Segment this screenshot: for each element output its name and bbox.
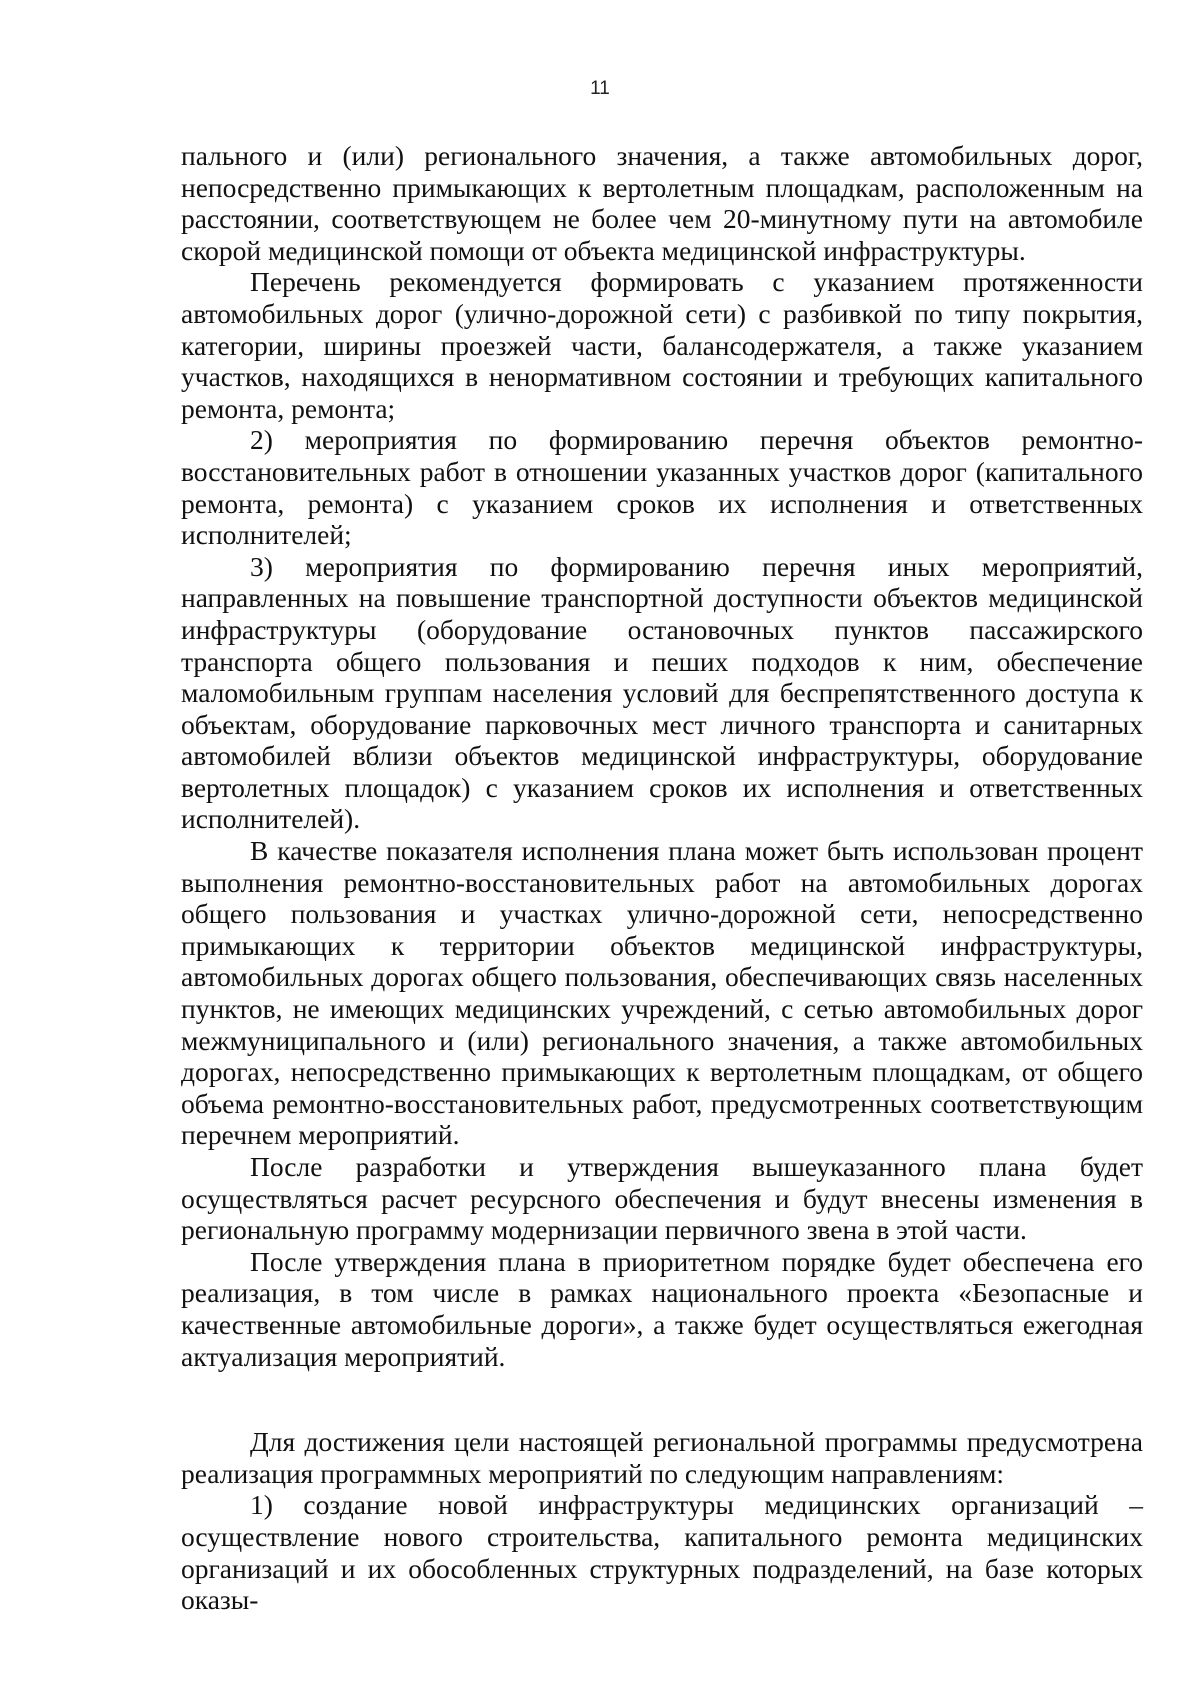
document-body [181, 140, 1143, 1616]
paragraph-direction-1: 1) создание новой инфраструктуры медицинских организаций – осуществление нового строительства, капитального ремонта медицинских организаций и их обособленных структурных подразделений, на базе которых оказы- [181, 1489, 1143, 1616]
paragraph-after-development: После разработки и утверждения вышеуказанного плана будет осуществляться расчет ресурсного обеспечения и будут внесены изменения в региональную программу модернизации первичного звена в этой части. [181, 1151, 1143, 1246]
paragraph-directions-intro: Для достижения цели настоящей региональной программы предусмотрена реализация программных мероприятий по следующим направлениям: [181, 1426, 1143, 1489]
paragraph-indicator: В качестве показателя исполнения плана может быть использован процент выполнения ремонтно-восстановительных работ на автомобильных дорогах общего пользования и участках улично-дорожной сети, непосредственно примыкающих к территории объектов медицинской инфраструктуры, автомобильных дорогах общего пользования, обеспечивающих связь населенных пунктов, не имеющих медицинских учреждений, с сетью автомобильных дорог межмуниципального и (или) регионального значения, а также автомобильных дорогах, непосредственно примыкающих к вертолетным площадкам, от общего объема ремонтно-восстановительных работ, предусмотренных соответствующим перечнем мероприятий. [181, 835, 1143, 1151]
paragraph-after-approval: После утверждения плана в приоритетном порядке будет обеспечена его реализация, в том числе в рамках национального проекта «Безопасные и качественные автомобильные дороги», а также будет осуществляться ежегодная актуализация мероприятий. [181, 1245, 1143, 1372]
paragraph-list-recommendation: Перечень рекомендуется формировать с указанием протяженности автомобильных дорог (улично-дорожной сети) с разбивкой по типу покрытия, категории, ширины проезжей части, балансодержателя, а также указанием участков, находящихся в ненормативном состоянии и требующих капитального ремонта, ремонта; [181, 266, 1143, 424]
paragraph-continuation: пального и (или) регионального значения, а также автомобильных дорог, непосредственно примыкающих к вертолетным площадкам, расположенным на расстоянии, соответствующем не более чем 20-минутному пути на автомобиле скорой медицинской помощи от объекта медицинской инфраструктуры. [181, 140, 1143, 266]
paragraph-item-3: 3) мероприятия по формированию перечня иных мероприятий, направленных на повышение транспортной доступности объектов медицинской инфраструктуры (оборудование остановочных пунктов пассажирского транспорта общего пользования и пеших подходов к ним, обеспечение маломобильным группам населения условий для беспрепятственного доступа к объектам, оборудование парковочных мест личного транспорта и санитарных автомобилей вблизи объектов медицинской инфраструктуры, оборудование вертолетных площадок) с указанием сроков их исполнения и ответственных исполнителей). [181, 550, 1143, 835]
paragraph-item-2: 2) мероприятия по формированию перечня объектов ремонтно-восстановительных работ в отношении указанных участков дорог (капитального ремонта, ремонта) с указанием сроков их исполнения и ответственных исполнителей; [181, 424, 1143, 551]
page-number: 11 [590, 78, 610, 99]
